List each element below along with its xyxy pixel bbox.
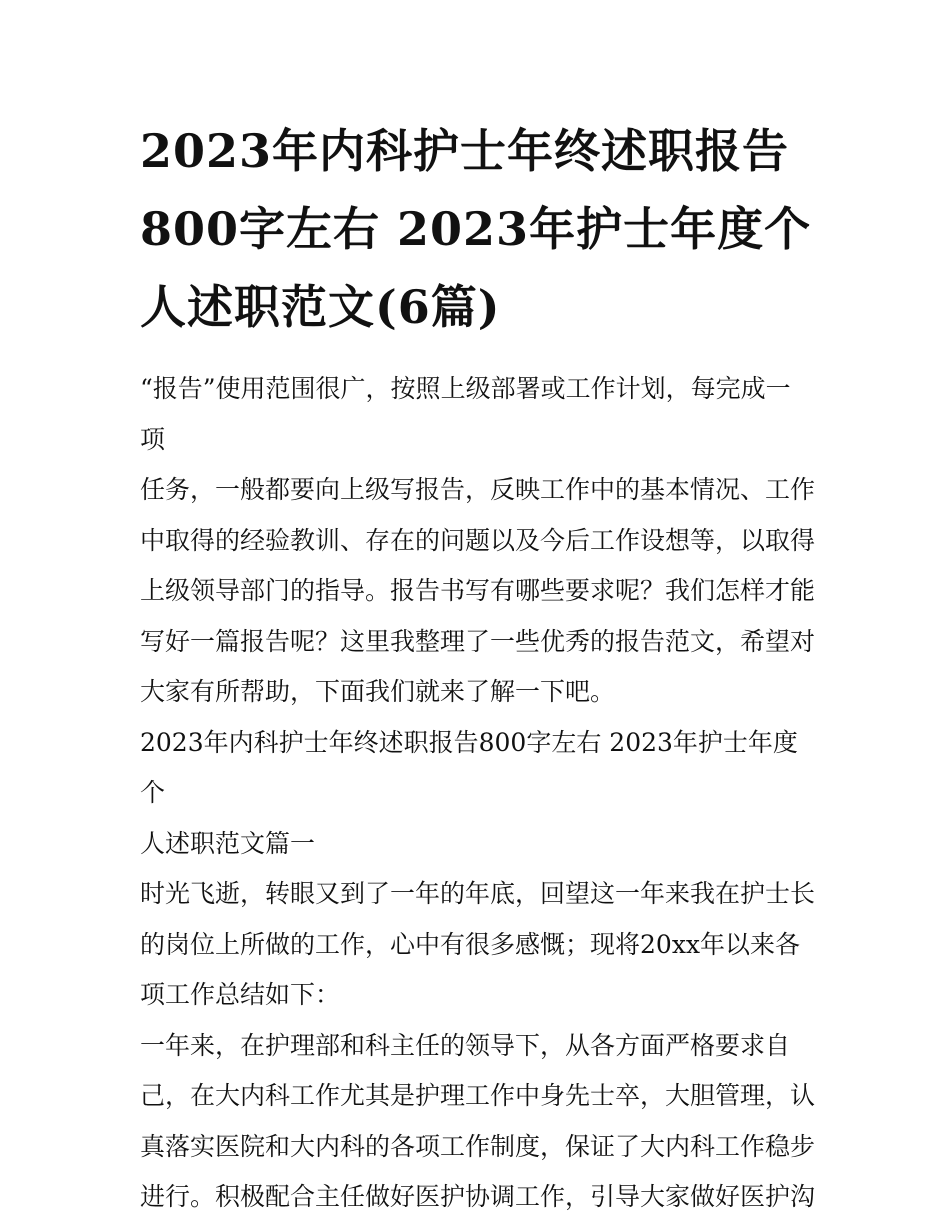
- document-body: [140, 112, 815, 1223]
- body-paragraph: 时光飞逝，转眼又到了一年的年底，回望这一年来我在护士长 的岗位上所做的工作，心中有很多感慨；现将20xx年以来各 项工作总结如下：: [140, 879, 816, 1009]
- intro-paragraph: “报告”使用范围很广，按照上级部署或工作计划，每完成一项 任务，一般都要向上级写报告，反映工作中的基本情况、工作 中取得的经验教训、存在的问题以及今后工作设想等，以取得 上级领导部门的指导。报告书写有哪些要求呢？我们怎样才能 写好一篇报告呢？这里我整理了一些优秀的报告范文，希望对 大家有所帮助，下面我们就来了解一下吧。: [140, 374, 816, 706]
- body-paragraph: 一年来，在护理部和科主任的领导下，从各方面严格要求自 己，在大内科工作尤其是护理工作中身先士卒，大胆管理，认 真落实医院和大内科的各项工作制度，保证了大内科工作稳步 进行。积极配合主任做好医护协调工作，引导大家做好医护沟: [140, 1030, 816, 1211]
- section-heading: 2023年内科护士年终述职报告800字左右 2023年护士年度个 人述职范文篇一: [140, 727, 798, 858]
- document-title: 2023年内科护士年终述职报告 800字左右 2023年护士年度个 人述职范文(6篇): [140, 124, 812, 334]
